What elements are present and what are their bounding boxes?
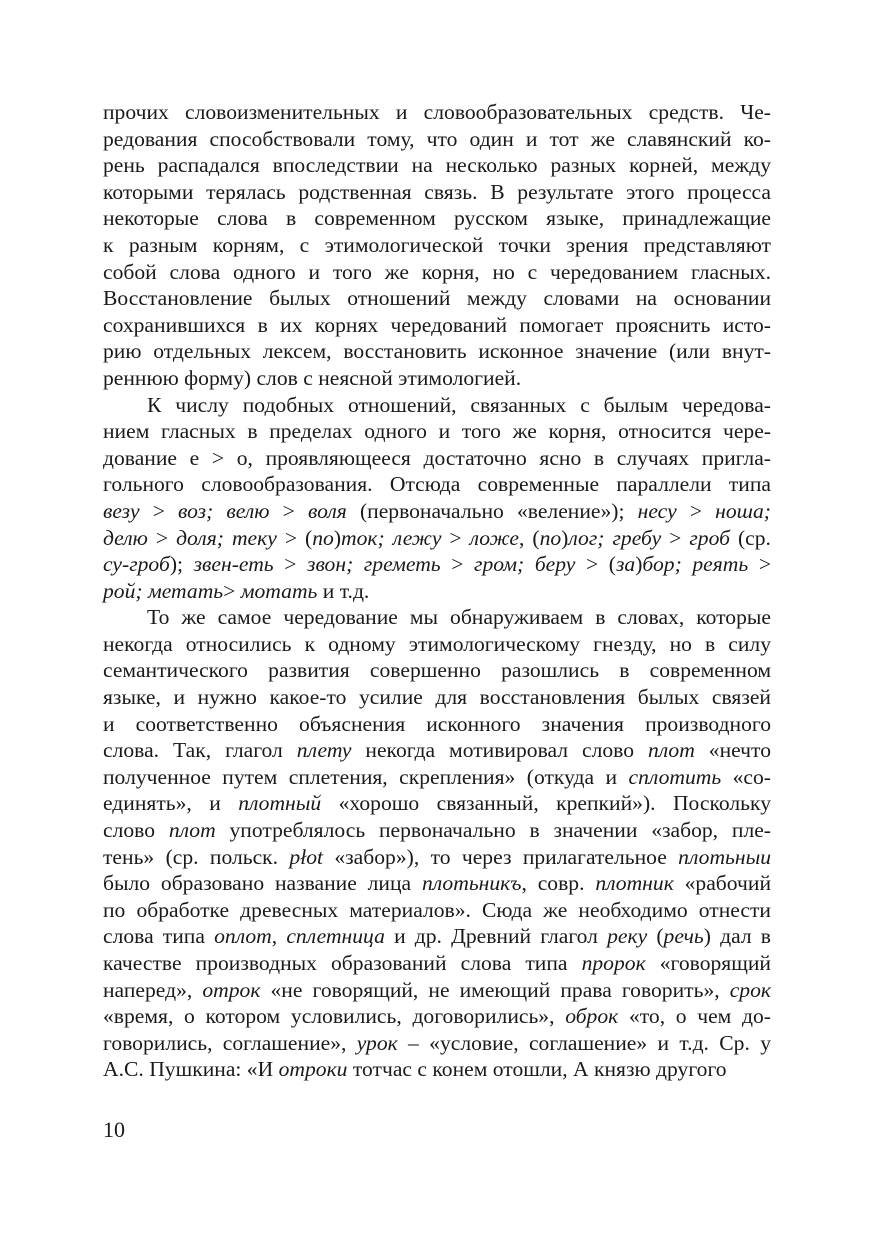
paragraph-2 [103,392,771,605]
text-line: к разным корням, с этимологической точки зрения представляют [103,232,771,257]
text-line: То же самое чередование мы обнаруживаем в словах, которые [147,605,771,630]
text-line: наперед», отрок «не говорящий, не имеющий права говорить», срок [103,977,771,1002]
text-line: реннюю форму) слов с неясной этимологией. [103,365,522,390]
text-line: дование е > о, проявляющееся достаточно ясно в случаях пригла- [103,445,771,470]
text-line: полученное путем сплетения, скрепления» (откуда и сплотить «со- [103,764,771,789]
text-line: редования способствовали тому, что один и тот же славянский ко- [103,126,771,151]
text-line: и соответственно объяснения исконного значения производного [103,711,771,736]
text-line: везу > воз; велю > воля (первоначально «веление»); несу > ноша; [103,498,771,523]
text-line: говорились, соглашение», урок – «условие, соглашение» и т.д. Ср. у [103,1030,771,1055]
text-line: К числу подобных отношений, связанных с былым чередова- [147,392,771,417]
text-line: рию отдельных лексем, восстановить исконное значение (или внут- [103,339,771,364]
text-line: А.С. Пушкина: «И отроки тотчас с конем отошли, А князю другого [103,1057,727,1082]
text-line: качестве производных образований слова типа пророк «говорящий [103,951,771,975]
text-line: языке, и нужно какое-то усилие для восстановления былых связей [103,685,771,710]
text-line: «время, о котором условились, договорились», оброк «то, о чем до- [103,1004,771,1029]
text-line: рой; метать> мотать и т.д. [103,578,370,603]
text-line: единять», и плотный «хорошо связанный, крепкий»). Поскольку [103,791,771,816]
body-text [103,99,771,1083]
text-line: слова типа оплот, сплетница и др. Древний глагол реку (речь) дал в [103,924,771,949]
text-line: су-гроб); звен-еть > звон; греметь > гром; беру > (за)бор; реять > [103,552,772,577]
paragraph-3 [103,604,771,1083]
text-line: собой слова одного и того же корня, но с чередованием гласных. [103,259,771,284]
text-line: нием гласных в пределах одного и того же корня, относится чере- [103,419,771,444]
text-line: которыми терялась родственная связь. В результате этого процесса [103,179,771,204]
text-line: семантического развития совершенно разошлись в современном [103,658,771,683]
text-line: по обработке древесных материалов». Сюда же необходимо отнести [103,897,771,922]
paragraph-1 [103,99,771,392]
text-line: делю > доля; теку > (по)ток; лежу > ложе, (по)лог; гребу > гроб (ср. [103,525,771,550]
text-line: Восстановление былых отношений между словами на основании [103,286,771,311]
text-line: сохранившихся в их корнях чередований помогает прояснить исто- [103,312,771,337]
text-line: рень распадался впоследствии на несколько разных корней, между [103,153,771,178]
text-line: некогда относились к одному этимологическому гнезду, но в силу [103,631,771,656]
text-line: гольного словообразования. Отсюда современные параллели типа [103,472,771,497]
text-line: слово плот употреблялось первоначально в значении «забор, пле- [103,818,771,843]
text-line: слова. Так, глагол плету некогда мотивировал слово плот «нечто [103,738,771,763]
page-number: 10 [103,1117,125,1142]
text-line: было образовано название лица плотьникъ, совр. плотник «рабочий [103,871,772,896]
text-line: прочих словоизменительных и словообразовательных средств. Че- [103,100,771,124]
text-line: тень» (ср. польск. płot «забор»), то через прилагательное плотьныи [103,844,771,869]
text-line: некоторые слова в современном русском языке, принадлежащие [103,206,771,231]
